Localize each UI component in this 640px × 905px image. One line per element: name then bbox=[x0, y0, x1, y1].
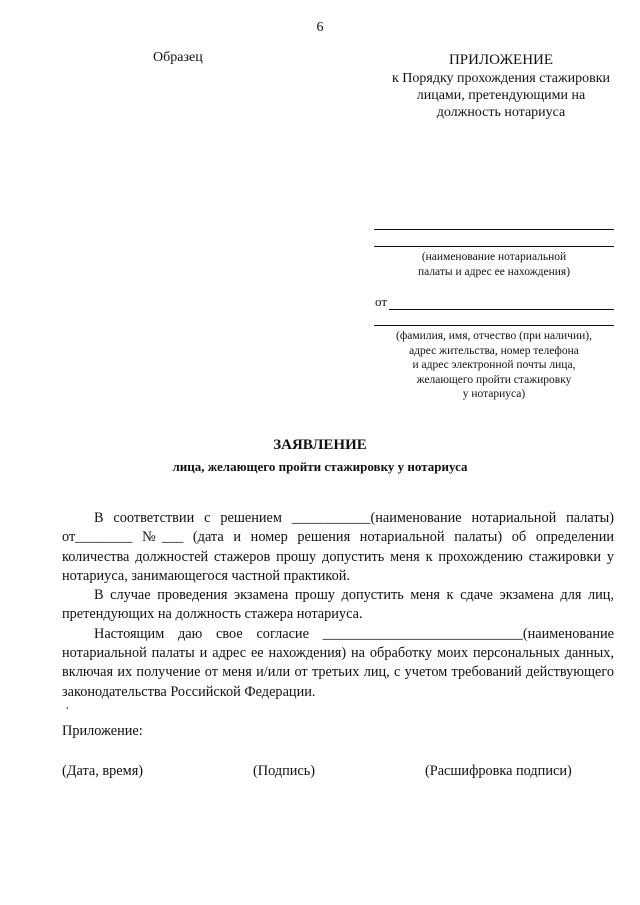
from-line-2 bbox=[374, 325, 614, 326]
caption-line: (фамилия, имя, отчество (при наличии), bbox=[396, 330, 592, 342]
body-paragraph: В случае проведения экзамена прошу допустить меня к сдаче экзамена для лиц, претендующих на должность стажера нотариуса. bbox=[62, 587, 614, 623]
document-title: ЗАЯВЛЕНИЕ bbox=[273, 437, 367, 453]
document-body bbox=[62, 509, 614, 702]
from-line-1 bbox=[389, 309, 614, 310]
addressee-line-2 bbox=[374, 246, 614, 247]
from-label: от bbox=[375, 294, 388, 309]
date-label: (Дата, время) bbox=[62, 763, 144, 779]
tick-mark: , bbox=[66, 700, 69, 711]
decryption-label: (Расшифровка подписи) bbox=[425, 763, 572, 779]
appendix-line: лицами, претендующими на bbox=[416, 88, 586, 103]
body-paragraph: Настоящим даю свое согласие ____________________________(наименование нотариальной палаты и адрес ее нахождения) на обработку моих персональных данных, включая их получение от меня и/или от третьих лиц, с учетом требований действующего законодательства Российской Федерации. bbox=[62, 625, 614, 700]
caption-line: (наименование нотариальной bbox=[421, 251, 567, 263]
caption-line: желающего пройти стажировку bbox=[416, 373, 572, 386]
addressee-caption bbox=[374, 250, 614, 279]
caption-line: палаты и адрес ее нахождения) bbox=[417, 265, 571, 278]
appendix-title: ПРИЛОЖЕНИЕ bbox=[448, 52, 554, 68]
caption-line: адрес жительства, номер телефона bbox=[409, 344, 579, 357]
attachment-label: Приложение: bbox=[62, 723, 143, 739]
caption-line: и адрес электронной почты лица, bbox=[412, 359, 576, 371]
page-number: 6 bbox=[316, 20, 324, 35]
signature-label: (Подпись) bbox=[253, 763, 316, 779]
appendix-line: к Порядку прохождения стажировки bbox=[391, 71, 611, 86]
appendix-line: должность нотариуса bbox=[436, 105, 566, 120]
appendix-block bbox=[370, 52, 632, 121]
body-paragraph: В соответствии с решением ___________(наименование нотариальной палаты) от________ №___ (дата и номер решения нотариальной палаты) об определении количества должностей стажеров прошу допустить меня к прохождению стажировки у нотариуса, занимающегося частной практикой. bbox=[62, 510, 614, 584]
document-subtitle: лица, желающего пройти стажировку у нотариуса bbox=[172, 459, 468, 474]
caption-line: у нотариуса) bbox=[462, 388, 526, 400]
from-caption bbox=[374, 329, 614, 402]
sample-label: Образец bbox=[153, 50, 203, 65]
addressee-line-1 bbox=[374, 229, 614, 230]
